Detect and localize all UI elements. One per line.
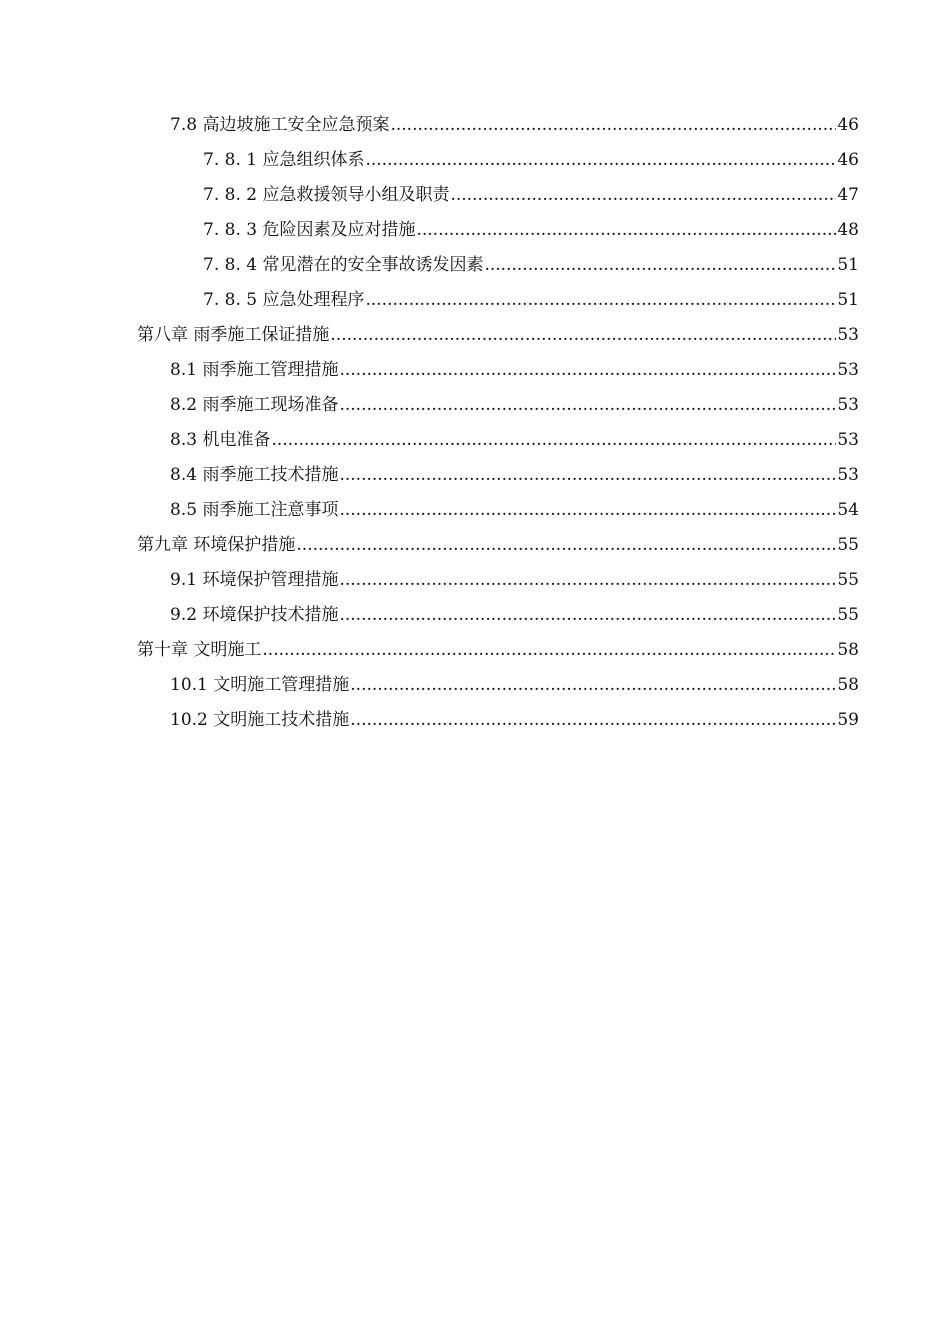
toc-dot-leader xyxy=(416,213,836,247)
toc-page-number: 53 xyxy=(837,395,859,415)
toc-entry-title: 第八章 雨季施工保证措施 xyxy=(137,325,330,345)
toc-entry-title: 7. 8. 3 危险因素及应对措施 xyxy=(203,220,416,240)
toc-entry-title: 9.1 环境保护管理措施 xyxy=(170,570,339,590)
toc-entry-title: 7. 8. 1 应急组织体系 xyxy=(203,150,365,170)
toc-entry-title: 第九章 环境保护措施 xyxy=(137,535,296,555)
toc-dot-leader xyxy=(450,178,836,212)
toc-dot-leader xyxy=(271,423,836,457)
toc-entry[interactable] xyxy=(203,283,859,317)
toc-dot-leader xyxy=(339,563,836,597)
toc-entry[interactable] xyxy=(170,353,859,387)
toc-entry[interactable] xyxy=(170,703,859,737)
toc-chapter-entry[interactable] xyxy=(137,633,859,667)
toc-chapter-entry[interactable] xyxy=(137,318,859,352)
toc-dot-leader xyxy=(296,528,836,562)
toc-entry[interactable] xyxy=(170,388,859,422)
toc-entry[interactable] xyxy=(170,108,859,142)
toc-dot-leader xyxy=(339,458,836,492)
toc-dot-leader xyxy=(365,143,836,177)
toc-page-number: 53 xyxy=(837,430,859,450)
toc-entry-title: 第十章 文明施工 xyxy=(137,640,262,660)
toc-dot-leader xyxy=(484,248,836,282)
toc-page-number: 55 xyxy=(837,605,859,625)
toc-dot-leader xyxy=(330,318,836,352)
toc-dot-leader xyxy=(390,108,836,142)
toc-page-number: 46 xyxy=(837,150,859,170)
toc-page-number: 47 xyxy=(837,185,859,205)
toc-dot-leader xyxy=(339,388,836,422)
toc-entry[interactable] xyxy=(170,563,859,597)
toc-entry-title: 8.5 雨季施工注意事项 xyxy=(170,500,339,520)
toc-entry[interactable] xyxy=(170,668,859,702)
toc-dot-leader xyxy=(339,493,836,527)
toc-page-number: 48 xyxy=(837,220,859,240)
toc-entry[interactable] xyxy=(170,423,859,457)
toc-entry-title: 8.4 雨季施工技术措施 xyxy=(170,465,339,485)
toc-dot-leader xyxy=(339,353,836,387)
toc-page-number: 55 xyxy=(837,570,859,590)
toc-entry[interactable] xyxy=(203,248,859,282)
toc-entry[interactable] xyxy=(170,493,859,527)
toc-page-number: 51 xyxy=(837,290,859,310)
toc-entry[interactable] xyxy=(203,178,859,212)
toc-entry-title: 7. 8. 5 应急处理程序 xyxy=(203,290,365,310)
toc-entry[interactable] xyxy=(203,213,859,247)
toc-entry[interactable] xyxy=(170,598,859,632)
toc-page-number: 53 xyxy=(837,325,859,345)
toc-page-number: 51 xyxy=(837,255,859,275)
toc-entry-title: 7. 8. 4 常见潜在的安全事故诱发因素 xyxy=(203,255,484,275)
toc-page-number: 58 xyxy=(837,640,859,660)
toc-dot-leader xyxy=(365,283,836,317)
toc-page-number: 46 xyxy=(837,115,859,135)
toc-entry-title: 10.1 文明施工管理措施 xyxy=(170,675,350,695)
toc-entry-title: 9.2 环境保护技术措施 xyxy=(170,605,339,625)
toc-entry-title: 7.8 高边坡施工安全应急预案 xyxy=(170,115,390,135)
toc-entry-title: 7. 8. 2 应急救援领导小组及职责 xyxy=(203,185,450,205)
toc-chapter-entry[interactable] xyxy=(137,528,859,562)
toc-page-number: 53 xyxy=(837,360,859,380)
toc-entry-title: 10.2 文明施工技术措施 xyxy=(170,710,350,730)
toc-dot-leader xyxy=(262,633,836,667)
toc-page-number: 58 xyxy=(837,675,859,695)
toc-dot-leader xyxy=(350,703,836,737)
toc-page-number: 54 xyxy=(837,500,859,520)
toc-entry[interactable] xyxy=(203,143,859,177)
toc-entry[interactable] xyxy=(170,458,859,492)
toc-dot-leader xyxy=(350,668,836,702)
toc-page-number: 59 xyxy=(837,710,859,730)
toc-entry-title: 8.3 机电准备 xyxy=(170,430,271,450)
toc-page-number: 55 xyxy=(837,535,859,555)
toc-page-number: 53 xyxy=(837,465,859,485)
toc-entry-title: 8.2 雨季施工现场准备 xyxy=(170,395,339,415)
toc-entry-title: 8.1 雨季施工管理措施 xyxy=(170,360,339,380)
toc-dot-leader xyxy=(339,598,836,632)
